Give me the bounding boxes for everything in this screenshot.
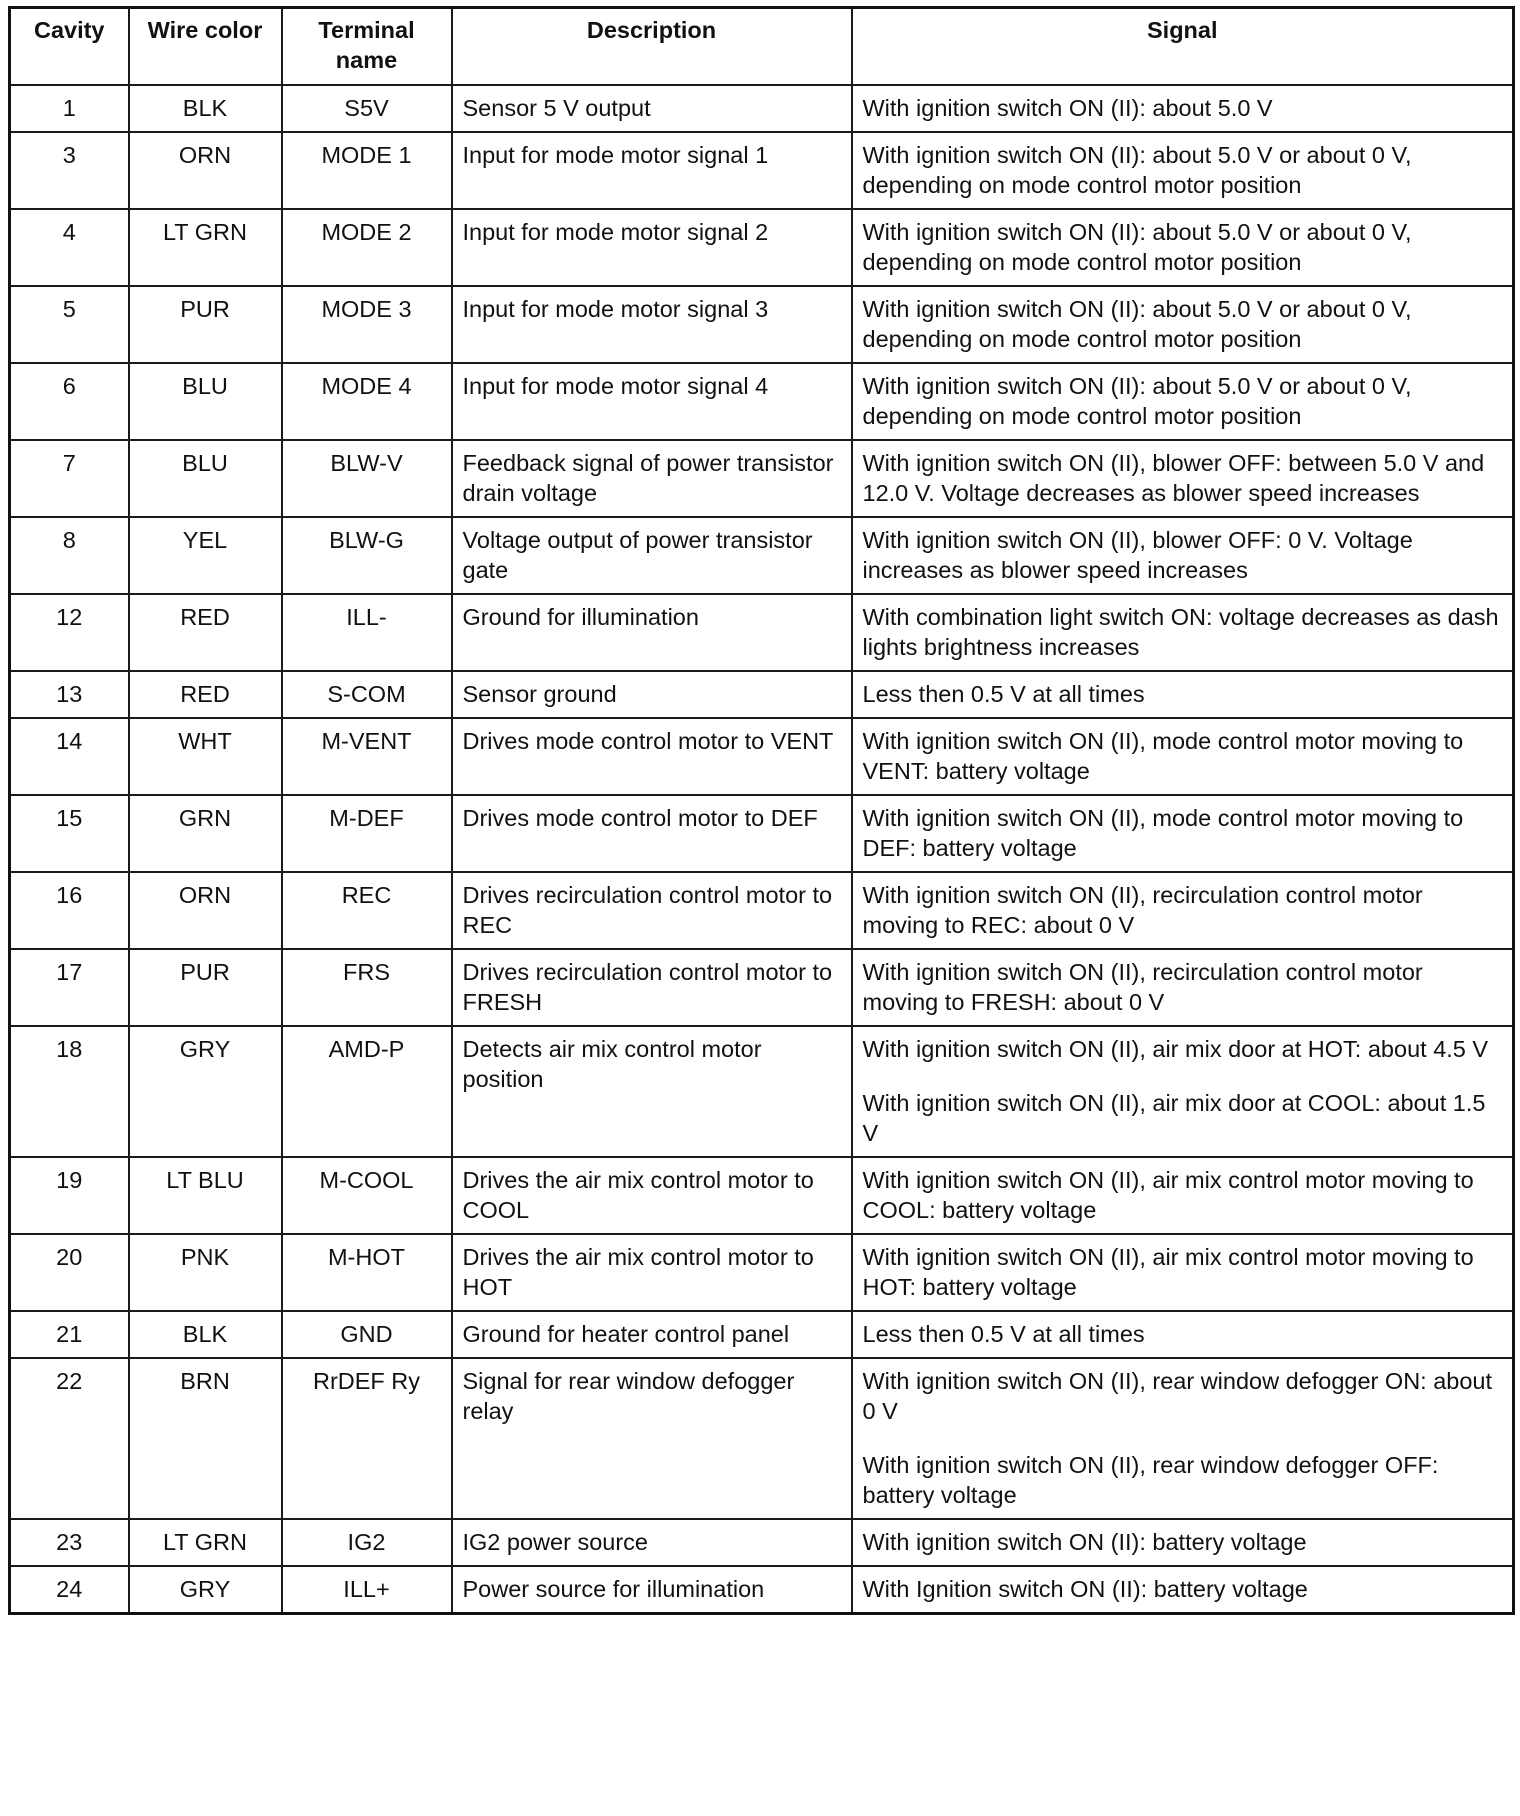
signal-cell [852, 1157, 1514, 1234]
table-row [10, 1026, 1514, 1157]
signal-text: With ignition switch ON (II), recirculation control motor moving to REC: about 0 V [862, 882, 1423, 938]
description-cell: Power source for illumination [452, 1566, 852, 1614]
description-cell: Ground for illumination [452, 594, 852, 671]
wire-color-cell: YEL [129, 517, 282, 594]
terminal-name-cell: M-DEF [282, 795, 452, 872]
wire-color-cell: RED [129, 671, 282, 718]
description-cell: Drives recirculation control motor to FRESH [452, 949, 852, 1026]
signal-cell [852, 949, 1514, 1026]
signal-cell [852, 594, 1514, 671]
description-cell: Sensor 5 V output [452, 85, 852, 132]
terminal-name-cell: S-COM [282, 671, 452, 718]
signal-cell [852, 1566, 1514, 1614]
description-cell: Drives mode control motor to DEF [452, 795, 852, 872]
table-row [10, 1358, 1514, 1519]
terminal-name-cell: RrDEF Ry [282, 1358, 452, 1519]
table-row [10, 440, 1514, 517]
table-body [10, 85, 1514, 1614]
signal-cell [852, 718, 1514, 795]
table-row [10, 1311, 1514, 1358]
signal-text: With ignition switch ON (II), rear window defogger OFF: battery voltage [862, 1452, 1439, 1508]
cavity-cell: 7 [10, 440, 129, 517]
description-cell: Input for mode motor signal 1 [452, 132, 852, 209]
cavity-cell: 16 [10, 872, 129, 949]
table-row [10, 85, 1514, 132]
description-cell: IG2 power source [452, 1519, 852, 1566]
signal-text: With ignition switch ON (II), air mix door at COOL: about 1.5 V [862, 1090, 1486, 1146]
wire-color-cell: LT BLU [129, 1157, 282, 1234]
signal-cell [852, 1234, 1514, 1311]
terminal-name-cell: MODE 2 [282, 209, 452, 286]
description-cell: Sensor ground [452, 671, 852, 718]
signal-text: Less then 0.5 V at all times [862, 681, 1145, 707]
signal-cell [852, 1311, 1514, 1358]
signal-cell [852, 286, 1514, 363]
cavity-cell: 21 [10, 1311, 129, 1358]
wire-color-cell: LT GRN [129, 1519, 282, 1566]
signal-text: With ignition switch ON (II), air mix door at HOT: about 4.5 V [862, 1036, 1489, 1062]
description-cell: Input for mode motor signal 4 [452, 363, 852, 440]
cavity-cell: 22 [10, 1358, 129, 1519]
signal-cell [852, 132, 1514, 209]
signal-text: With ignition switch ON (II), mode control motor moving to VENT: battery voltage [862, 728, 1464, 784]
description-cell: Signal for rear window defogger relay [452, 1358, 852, 1519]
description-cell: Detects air mix control motor position [452, 1026, 852, 1157]
signal-cell [852, 440, 1514, 517]
description-cell: Input for mode motor signal 2 [452, 209, 852, 286]
wire-color-cell: GRY [129, 1026, 282, 1157]
terminal-name-cell: M-VENT [282, 718, 452, 795]
signal-cell [852, 209, 1514, 286]
table-row [10, 1566, 1514, 1614]
terminal-name-cell: BLW-G [282, 517, 452, 594]
table-header [10, 8, 1514, 86]
description-cell: Drives mode control motor to VENT [452, 718, 852, 795]
wire-color-cell: RED [129, 594, 282, 671]
description-cell: Drives recirculation control motor to REC [452, 872, 852, 949]
cavity-cell: 4 [10, 209, 129, 286]
signal-text: With ignition switch ON (II), rear window defogger ON: about 0 V [862, 1368, 1493, 1424]
signal-cell [852, 795, 1514, 872]
signal-text: With ignition switch ON (II), air mix control motor moving to HOT: battery voltage [862, 1244, 1474, 1300]
wire-color-cell: LT GRN [129, 209, 282, 286]
table-row [10, 363, 1514, 440]
wire-color-cell: BRN [129, 1358, 282, 1519]
cavity-cell: 5 [10, 286, 129, 363]
signal-text: With ignition switch ON (II), blower OFF: between 5.0 V and 12.0 V. Voltage decreases as blower speed increases [862, 450, 1485, 506]
signal-text: With ignition switch ON (II): about 5.0 V or about 0 V, depending on mode control motor position [862, 373, 1412, 429]
wire-color-cell: ORN [129, 872, 282, 949]
cavity-cell: 8 [10, 517, 129, 594]
terminal-name-cell: ILL+ [282, 1566, 452, 1614]
signal-text: With ignition switch ON (II): battery voltage [862, 1529, 1307, 1555]
terminal-name-cell: MODE 3 [282, 286, 452, 363]
signal-text: With ignition switch ON (II): about 5.0 V or about 0 V, depending on mode control motor position [862, 219, 1412, 275]
cavity-cell: 3 [10, 132, 129, 209]
signal-cell [852, 1358, 1514, 1519]
signal-text: With Ignition switch ON (II): battery voltage [862, 1576, 1308, 1602]
terminal-name-cell: MODE 1 [282, 132, 452, 209]
table-row [10, 1157, 1514, 1234]
cavity-cell: 14 [10, 718, 129, 795]
description-cell: Drives the air mix control motor to HOT [452, 1234, 852, 1311]
terminal-name-cell: BLW-V [282, 440, 452, 517]
signal-cell [852, 1519, 1514, 1566]
description-cell: Input for mode motor signal 3 [452, 286, 852, 363]
table-row [10, 671, 1514, 718]
terminal-name-cell: FRS [282, 949, 452, 1026]
table-row [10, 594, 1514, 671]
header-row [10, 8, 1514, 86]
wire-color-cell: PNK [129, 1234, 282, 1311]
wire-color-cell: BLK [129, 85, 282, 132]
table-row [10, 949, 1514, 1026]
table-row [10, 132, 1514, 209]
cavity-cell: 23 [10, 1519, 129, 1566]
signal-cell [852, 671, 1514, 718]
signal-cell [852, 872, 1514, 949]
signal-cell [852, 85, 1514, 132]
table-row [10, 795, 1514, 872]
terminal-name-cell: MODE 4 [282, 363, 452, 440]
terminal-name-cell: IG2 [282, 1519, 452, 1566]
wire-color-cell: PUR [129, 286, 282, 363]
terminal-name-cell: S5V [282, 85, 452, 132]
cavity-cell: 19 [10, 1157, 129, 1234]
signal-text: With combination light switch ON: voltage decreases as dash lights brightness increases [862, 604, 1499, 660]
column-header-terminal-name: Terminal name [282, 8, 452, 86]
table-row [10, 286, 1514, 363]
signal-text: With ignition switch ON (II), air mix control motor moving to COOL: battery voltage [862, 1167, 1474, 1223]
wire-color-cell: WHT [129, 718, 282, 795]
table-row [10, 1519, 1514, 1566]
signal-text: With ignition switch ON (II), blower OFF: 0 V. Voltage increases as blower speed increases [862, 527, 1413, 583]
cavity-cell: 24 [10, 1566, 129, 1614]
description-cell: Feedback signal of power transistor drain voltage [452, 440, 852, 517]
cavity-cell: 17 [10, 949, 129, 1026]
terminal-name-cell: REC [282, 872, 452, 949]
wire-color-cell: PUR [129, 949, 282, 1026]
table-row [10, 872, 1514, 949]
signal-text: With ignition switch ON (II): about 5.0 V [862, 95, 1273, 121]
description-cell: Ground for heater control panel [452, 1311, 852, 1358]
signal-text: With ignition switch ON (II), mode control motor moving to DEF: battery voltage [862, 805, 1464, 861]
signal-cell [852, 1026, 1514, 1157]
cavity-cell: 13 [10, 671, 129, 718]
wire-color-cell: GRY [129, 1566, 282, 1614]
terminal-name-cell: M-COOL [282, 1157, 452, 1234]
signal-cell [852, 363, 1514, 440]
description-cell: Drives the air mix control motor to COOL [452, 1157, 852, 1234]
cavity-cell: 15 [10, 795, 129, 872]
column-header-wire-color: Wire color [129, 8, 282, 86]
table-row [10, 718, 1514, 795]
terminal-name-cell: M-HOT [282, 1234, 452, 1311]
cavity-cell: 12 [10, 594, 129, 671]
table-row [10, 1234, 1514, 1311]
cavity-cell: 6 [10, 363, 129, 440]
terminal-signal-table [8, 6, 1515, 1615]
table-row [10, 209, 1514, 286]
wire-color-cell: BLU [129, 440, 282, 517]
signal-text: With ignition switch ON (II): about 5.0 V or about 0 V, depending on mode control motor position [862, 142, 1412, 198]
signal-cell [852, 517, 1514, 594]
wire-color-cell: BLU [129, 363, 282, 440]
description-cell: Voltage output of power transistor gate [452, 517, 852, 594]
signal-text: With ignition switch ON (II): about 5.0 V or about 0 V, depending on mode control motor position [862, 296, 1412, 352]
cavity-cell: 18 [10, 1026, 129, 1157]
wire-color-cell: GRN [129, 795, 282, 872]
signal-text: With ignition switch ON (II), recirculation control motor moving to FRESH: about 0 V [862, 959, 1423, 1015]
terminal-name-cell: GND [282, 1311, 452, 1358]
table-row [10, 517, 1514, 594]
terminal-name-cell: AMD-P [282, 1026, 452, 1157]
signal-text: Less then 0.5 V at all times [862, 1321, 1145, 1347]
cavity-cell: 1 [10, 85, 129, 132]
wire-color-cell: ORN [129, 132, 282, 209]
cavity-cell: 20 [10, 1234, 129, 1311]
column-header-description: Description [452, 8, 852, 86]
column-header-signal: Signal [852, 8, 1514, 86]
terminal-name-cell: ILL- [282, 594, 452, 671]
wire-color-cell: BLK [129, 1311, 282, 1358]
column-header-cavity: Cavity [10, 8, 129, 86]
